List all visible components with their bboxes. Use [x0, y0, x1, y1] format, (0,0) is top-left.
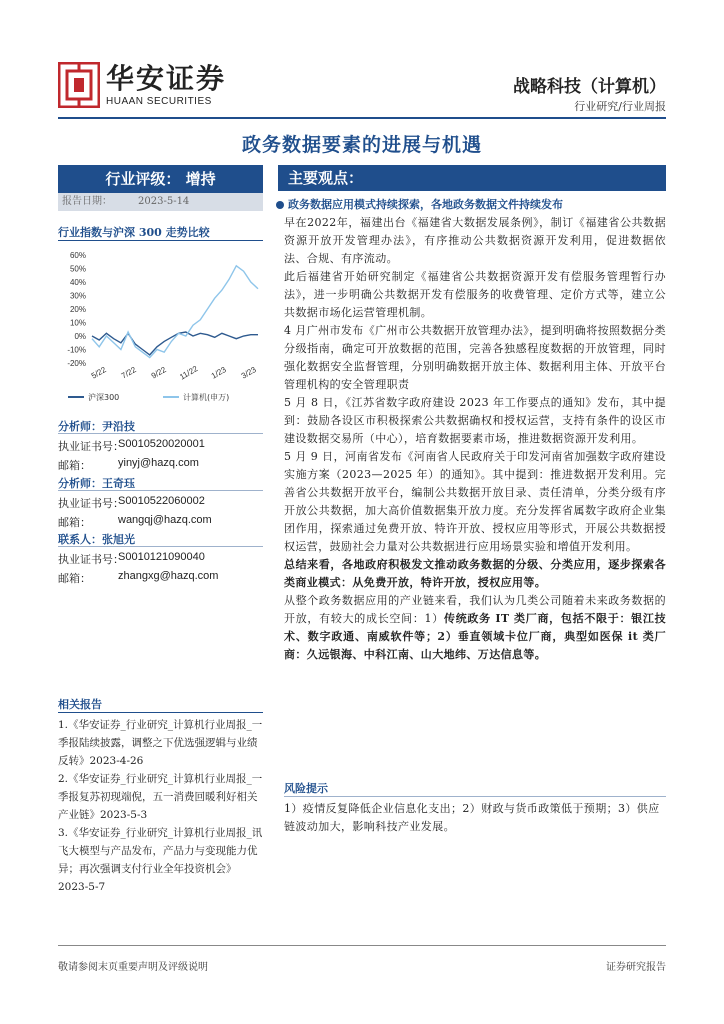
x-tick-label: 11/22	[178, 364, 200, 382]
footer-label: 证券研究报告	[606, 962, 666, 973]
chart-title-divider	[58, 240, 263, 241]
bullet-heading	[284, 196, 666, 214]
y-tick-label: 30%	[69, 291, 86, 301]
analyst-2-cert-row	[58, 495, 263, 511]
summary-normal: 从整个政务数据应用的产业链来看，我们认为几类公司随着未来政务数据的开放，有较大的成长空间：1）	[284, 594, 666, 625]
y-tick-label: 10%	[69, 318, 86, 328]
footer-divider	[58, 945, 666, 946]
paragraph: 早在2022年，福建出台《福建省大数据发展条例》，制订《福建省公共数据资源开放开发管理办法》，有序推动公共数据资源开发利用，促进数据依法、合规、有序流动。	[284, 216, 666, 265]
paragraph: 5 月 8 日，《江苏省数字政府建设 2023 年工作要点的通知》发布，其中提到：鼓励各设区市积极探索公共数据确权和授权运营，支持有条件的设区市建设数据交易所（中心），培育数据要素市场，推进数据资源开发利用。	[284, 396, 666, 445]
related-reports-divider	[58, 712, 263, 713]
analyst-1-email[interactable]: yinyj@hazq.com	[118, 457, 199, 469]
y-tick-label: -10%	[67, 345, 86, 355]
legend-label: 计算机(申万)	[183, 393, 230, 402]
logo-english-name: HUAAN SECURITIES	[106, 96, 212, 107]
summary-paragraph	[284, 592, 666, 664]
cert-label: 执业证书号：	[58, 440, 124, 453]
report-category: 战略科技（计算机）	[513, 77, 666, 97]
main-points-header: 主要观点：	[278, 165, 666, 191]
x-tick-label: 7/22	[119, 365, 138, 381]
analyst-1-mail-row	[58, 457, 263, 473]
contact-label: 联系人：张旭光	[58, 533, 135, 546]
footer-disclaimer[interactable]: 敬请参阅末页重要声明及评级说明	[58, 962, 208, 973]
report-subcategory: 行业研究/行业周报	[574, 100, 666, 113]
paragraph: 4 月广州市发布《广州市公共数据开放管理办法》，提到明确将按照数据分类分级指南，确定可开放数据的范围，完善各独感程度数据的开放管理，同时强化数据安全监督管理，分别明确数据开放主体、数据利用主体、开放平台管理机构的安全管理职责	[284, 324, 666, 391]
industry-rating: 行业评级： 增持	[58, 165, 263, 193]
paragraph: 此后福建省开始研究制定《福建省公共数据资源开发有偿服务管理暂行办法》，进一步明确公共数据开发有偿服务的收费管理、定价方式等，建立公共数据市场化运营管理机制。	[284, 270, 666, 319]
bullet-heading-text: 政务数据应用模式持续探索，各地政务数据文件持续发布	[288, 198, 563, 211]
chart-title: 行业指数与沪深 300 走势比较	[58, 226, 210, 239]
document-title: 政务数据要素的进展与机遇	[241, 134, 482, 156]
risk-text: 1）疫情反复降低企业信息化支出；2）财政与货币政策低于预期；3）供应链波动加大，影响科技产业发展。	[284, 802, 660, 833]
cert-label: 执业证书号：	[58, 553, 124, 566]
bullet-dot-icon	[276, 201, 284, 209]
y-tick-label: 60%	[69, 251, 86, 260]
analyst-1-label: 分析师：尹沿技	[58, 420, 135, 433]
summary-bold: 总结来看，各地政府积极发文推动政务数据的分级、分类应用，逐步探索各类商业模式：从免费开放，特许开放，授权应用等。	[284, 558, 666, 589]
related-reports-title: 相关报告	[58, 698, 102, 711]
x-tick-label: 1/23	[209, 365, 228, 381]
analyst-2-cert: S0010522060002	[118, 495, 205, 507]
analyst-2-divider	[58, 490, 263, 491]
x-tick-label: 3/23	[239, 365, 258, 381]
report-date-value: 2023-5-14	[138, 196, 190, 207]
y-tick-label: 0%	[74, 332, 86, 341]
series-line-1	[92, 266, 258, 358]
x-tick-label: 5/22	[89, 365, 108, 381]
mail-label: 邮箱：	[58, 572, 91, 585]
y-tick-label: 20%	[69, 305, 86, 314]
legend-label: 沪深300	[88, 393, 120, 402]
contact-email[interactable]: zhangxg@hazq.com	[118, 570, 219, 582]
report-date-label: 报告日期：	[62, 196, 112, 207]
analyst-2-email[interactable]: wangqj@hazq.com	[118, 514, 212, 526]
analyst-2-mail-row	[58, 514, 263, 530]
analyst-2-label: 分析师：王奇珏	[58, 477, 135, 490]
y-tick-label: 50%	[69, 264, 86, 274]
analyst-1-divider	[58, 433, 263, 434]
risk-title: 风险提示	[284, 782, 328, 795]
report-date-bar	[58, 193, 263, 211]
related-report-item[interactable]: 3.《华安证券_行业研究_计算机行业周报_讯飞大模型与产品发布，产品力与变现能力优异；再次强调支付行业全年投资机会》2023-5-7	[58, 827, 263, 893]
index-comparison-chart	[58, 245, 263, 410]
contact-cert: S0010121090040	[118, 551, 205, 563]
y-tick-label: 40%	[69, 278, 86, 287]
main-points-body	[284, 196, 666, 664]
header-divider	[58, 117, 666, 119]
contact-mail-row	[58, 570, 263, 586]
mail-label: 邮箱：	[58, 459, 91, 472]
contact-divider	[58, 546, 263, 547]
series-line-0	[92, 332, 258, 355]
cert-label: 执业证书号：	[58, 497, 124, 510]
risk-divider	[284, 796, 666, 797]
analyst-1-cert-row	[58, 438, 263, 454]
x-tick-label: 9/22	[149, 365, 168, 381]
analyst-1-cert: S0010520020001	[118, 438, 205, 450]
related-report-item[interactable]: 1.《华安证券_行业研究_计算机行业周报_一季报陆续披露，调整之下优选强逻辑与业绩反转》2023-4-26	[58, 719, 263, 767]
related-reports-list	[58, 716, 263, 896]
company-logo	[58, 62, 228, 110]
related-report-item[interactable]: 2.《华安证券_行业研究_计算机行业周报_一季报复苏初现端倪，五一消费回暖利好相关产业链》2023-5-3	[58, 773, 263, 821]
summary-companies: 传统政务 IT 类厂商，包括不限于：银江技术、数字政通、南威软件等；2）垂直领域卡位厂商，典型如医保 it 类厂商：久远银海、中科江南、山大地纬、万达信息等。	[284, 612, 666, 661]
logo-mark-icon	[58, 62, 100, 108]
paragraph: 5 月 9 日，河南省发布《河南省人民政府关于印发河南省加强数字政府建设实施方案（2023—2025 年）的通知》。其中提到：推进数据开发利用。完善省公共数据开放平台，编制公共数据开放目录、责任清单，分类分级有序开放公共数据，加大高价值数据集开放力度。充分发挥省属数字政府企业集团作用，探索通过免费开放、特许开放、授权应用等形式，开展公共数据授权运营，鼓励社会力量对公共数据进行应用场景实验和增值开发利用。	[284, 450, 666, 553]
logo-chinese-name: 华安证券	[106, 62, 227, 95]
y-tick-label: -20%	[67, 359, 86, 368]
contact-cert-row	[58, 551, 263, 567]
mail-label: 邮箱：	[58, 516, 91, 529]
